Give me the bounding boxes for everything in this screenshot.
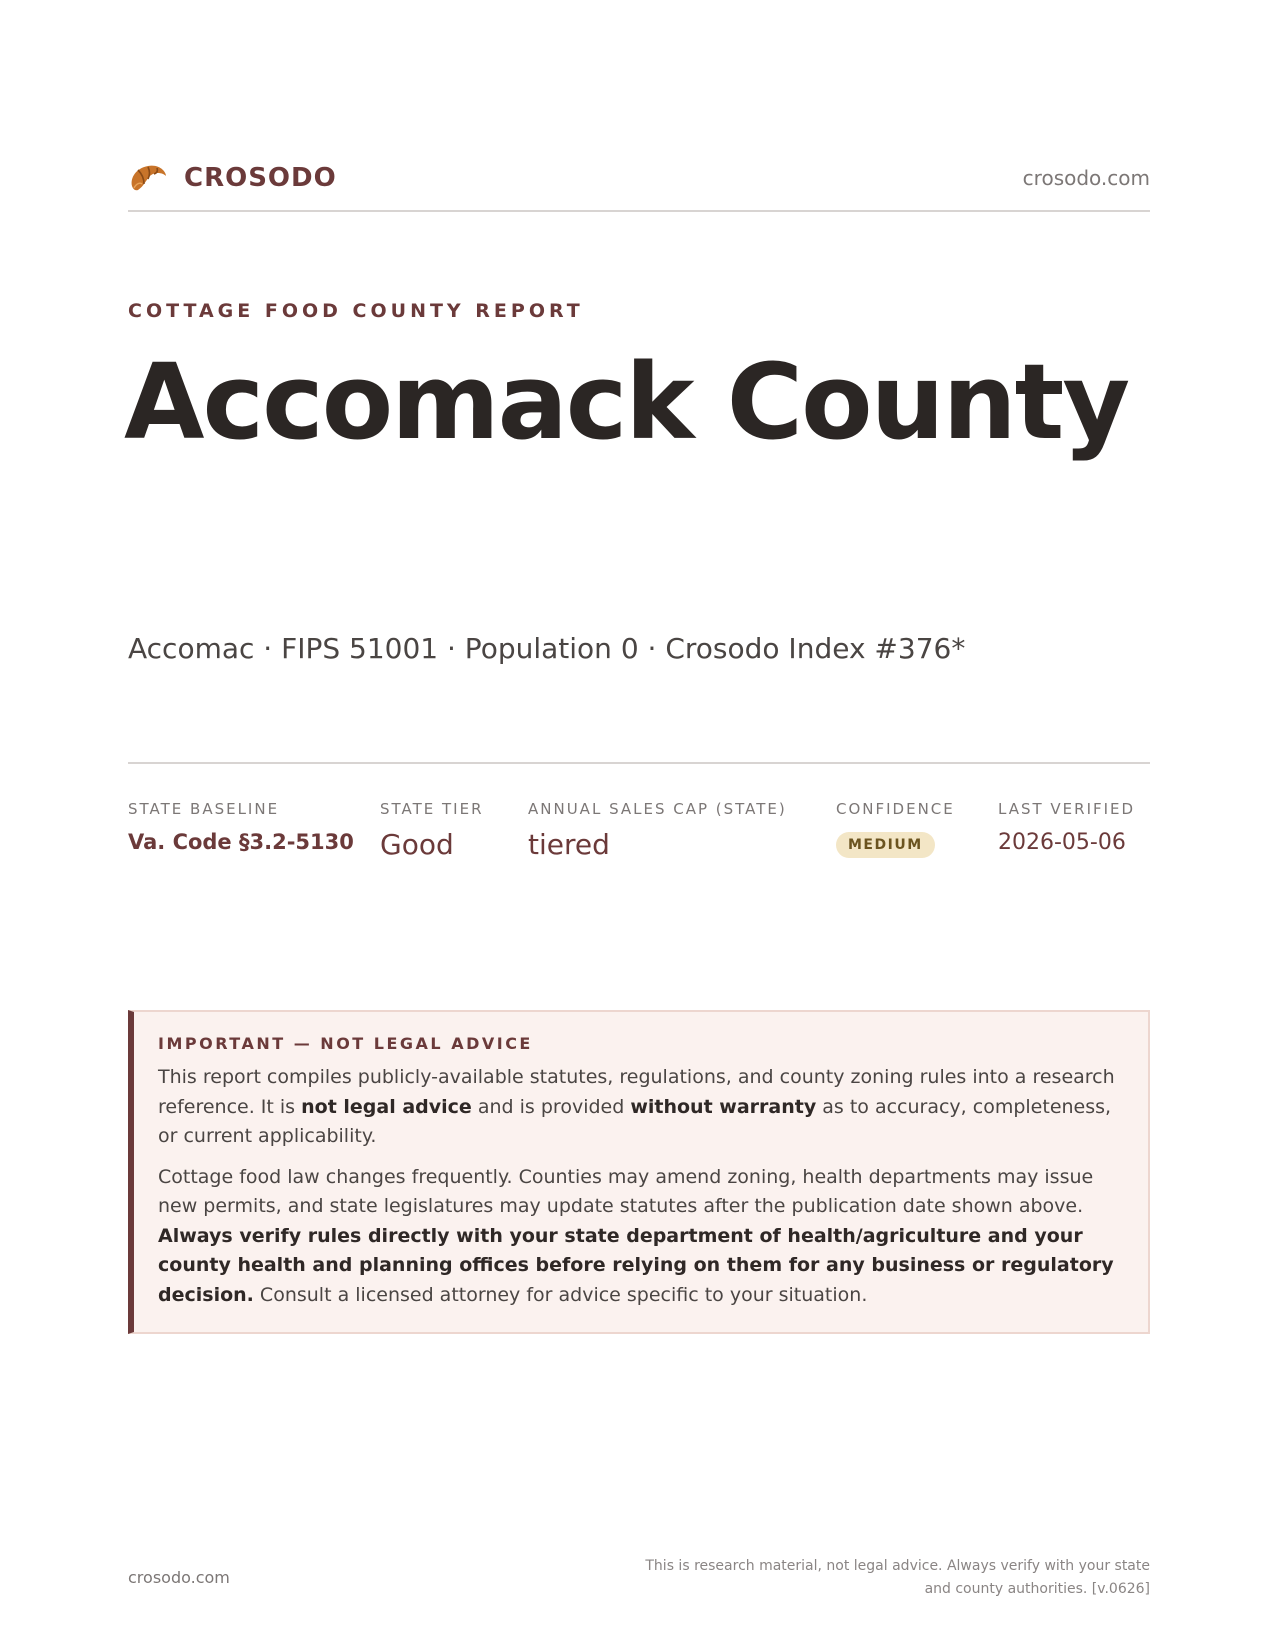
brand[interactable] [128, 160, 337, 196]
page-title: Accomack County [124, 341, 1129, 463]
stat-value: Good [380, 828, 454, 861]
page-header [128, 160, 1150, 212]
brand-name: CROSODO [184, 163, 337, 193]
stat-value: tiered [528, 828, 610, 861]
divider [128, 762, 1150, 764]
stat-label: STATE TIER [380, 800, 484, 818]
legal-notice [128, 1010, 1150, 1334]
stat-label: LAST VERIFIED [998, 800, 1136, 818]
stat-annual-sales-cap [528, 800, 787, 861]
footer-disclaimer: This is research material, not legal advice. Always verify with your state and county authorities. [v.0626] [645, 1558, 1150, 1597]
croissant-icon [128, 160, 168, 196]
notice-paragraph: This report compiles publicly-available statutes, regulations, and county zoning rules into a research reference. It is not legal advice and is provided without warranty as to accuracy, completeness, or current applicability. [158, 1066, 1115, 1147]
stat-label: STATE BASELINE [128, 800, 280, 818]
stat-value: 2026-05-06 [998, 830, 1126, 855]
notice-paragraph: Cottage food law changes frequently. Counties may amend zoning, health departments may issue new permits, and state legislatures may update statutes after the publication date shown above. Always verify rules directly with your state department of health/agriculture and your county health and planning offices before relying on them for any business or regulatory decision. Consult a licensed attorney for advice specific to your situation. [158, 1165, 1114, 1306]
footer-site: crosodo.com [128, 1568, 230, 1587]
confidence-badge: MEDIUM [836, 832, 935, 858]
stat-label: ANNUAL SALES CAP (STATE) [528, 800, 787, 818]
report-kicker: COTTAGE FOOD COUNTY REPORT [128, 300, 584, 322]
stat-state-tier [380, 800, 484, 861]
stat-state-baseline [128, 800, 354, 854]
notice-heading: IMPORTANT — NOT LEGAL ADVICE [158, 1034, 533, 1053]
site-link[interactable]: crosodo.com [1022, 166, 1150, 190]
stat-confidence [836, 800, 955, 858]
stat-label: CONFIDENCE [836, 800, 955, 818]
stat-last-verified [998, 800, 1135, 855]
report-page [124, 0, 1150, 1650]
stat-value: Va. Code §3.2-5130 [128, 830, 354, 854]
county-subtitle: Accomac · FIPS 51001 · Population 0 · Crosodo Index #376* [128, 632, 966, 665]
